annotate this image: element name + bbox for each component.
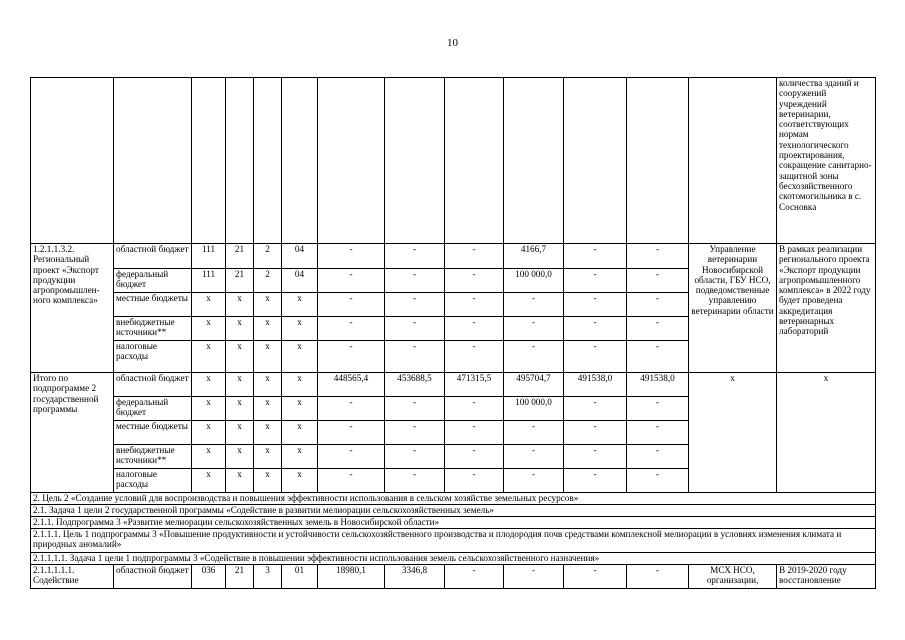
code-cell: 04 [282,269,318,293]
amount-cell: - [564,421,627,445]
code-cell: x [282,421,318,445]
amount-cell: 4166,7 [504,244,564,269]
amount-cell: 3346,8 [385,565,445,589]
expected-result: В 2019-2020 году восстановление [777,565,876,589]
code-cell: x [282,293,318,317]
amount-cell: - [445,244,504,269]
code-cell: x [282,445,318,469]
amount-cell: - [385,397,445,421]
responsible-executor: МСХ НСО, организации, [689,565,777,589]
amount-cell: - [445,293,504,317]
amount-cell: - [627,421,689,445]
funding-source: налоговые расходы [114,341,192,373]
responsible-executor: x [689,373,777,493]
code-cell: 04 [282,244,318,269]
amount-cell: - [385,293,445,317]
code-cell: 01 [282,565,318,589]
code-cell: x [282,317,318,341]
funding-source: внебюджетные источники** [114,445,192,469]
code-cell: x [226,373,254,397]
amount-cell: - [627,469,689,493]
amount-cell: - [564,565,627,589]
amount-cell: - [564,469,627,493]
section-heading: 2.1.1. Подпрограмма 3 «Развитие мелиорации сельскохозяйственных земель в Новосибирской области» [31,517,876,529]
code-cell: x [254,341,282,373]
amount-cell: - [564,269,627,293]
funding-source: внебюджетные источники** [114,317,192,341]
code-cell: x [254,293,282,317]
code-cell: x [226,445,254,469]
section-row [31,505,876,517]
amount-cell: - [385,445,445,469]
expected-result: x [777,373,876,493]
amount-cell: - [627,317,689,341]
amount-cell: - [445,469,504,493]
code-cell: x [226,421,254,445]
amount-cell: 100 000,0 [504,269,564,293]
amount-cell: - [445,269,504,293]
code-cell: x [282,341,318,373]
amount-cell: - [504,469,564,493]
amount-cell: - [318,269,385,293]
amount-cell: 453688,5 [385,373,445,397]
section-row [31,553,876,565]
section-heading: 2.1.1.1. Цель 1 подпрограммы 3 «Повышение продуктивности и устойчивости сельскохозяйственного производства и плодородия почв средствами комплексной мелиорации в условиях изменения климата и природных аномалий» [31,529,876,553]
code-cell: x [282,373,318,397]
table-row [31,565,876,589]
table-row [31,244,876,269]
amount-cell: - [385,244,445,269]
amount-cell: 18980,1 [318,565,385,589]
code-cell: x [254,373,282,397]
amount-cell: 495704,7 [504,373,564,397]
project-name: 1.2.1.1.3.2. Региональный проект «Экспорт продукции агропромышлен-ного комплекса» [31,244,114,373]
amount-cell: - [318,341,385,373]
amount-cell: - [504,421,564,445]
total-name: Итого по подпрограмме 2 государственной программы [31,373,114,493]
code-cell: 21 [226,565,254,589]
page-number: 10 [447,37,458,49]
amount-cell: - [564,341,627,373]
amount-cell: - [564,244,627,269]
code-cell: x [192,373,226,397]
code-cell: x [226,317,254,341]
amount-cell: - [445,317,504,341]
continuation-note: количества зданий и сооружений учреждений ветеринарии, соответствующих нормам технологического проектирования, сокращение санитарно-защитной зоны бесхозяйственного скотомогильника в с. Сосновка [777,78,876,244]
section-heading: 2.1. Задача 1 цели 2 государственной программы «Содействие в развитии мелиорации сельскохозяйственных земель» [31,505,876,517]
amount-cell: - [318,469,385,493]
amount-cell: - [318,397,385,421]
funding-source: областной бюджет [114,373,192,397]
amount-cell: - [627,269,689,293]
amount-cell: - [385,317,445,341]
code-cell: x [192,397,226,421]
code-cell: 21 [226,244,254,269]
code-cell: x [226,397,254,421]
amount-cell: - [445,445,504,469]
amount-cell: - [318,317,385,341]
continuation-row [31,78,876,244]
code-cell: x [254,397,282,421]
funding-source: федеральный бюджет [114,397,192,421]
amount-cell: - [385,421,445,445]
funding-source: местные бюджеты [114,421,192,445]
expected-result: В рамках реализации регионального проекта «Экспорт продукции агропромышленного комплекса» в 2022 году будет проведена аккредитация ветеринарных лабораторий [777,244,876,373]
code-cell: 111 [192,244,226,269]
amount-cell: - [627,397,689,421]
code-cell: x [192,317,226,341]
funding-source: областной бюджет [114,244,192,269]
funding-source: местные бюджеты [114,293,192,317]
code-cell: 2 [254,244,282,269]
amount-cell: - [445,421,504,445]
amount-cell: 471315,5 [445,373,504,397]
amount-cell: 100 000,0 [504,397,564,421]
amount-cell: - [627,293,689,317]
code-cell: x [226,293,254,317]
amount-cell: 491538,0 [564,373,627,397]
amount-cell: - [564,445,627,469]
section-row [31,517,876,529]
amount-cell: - [564,317,627,341]
section-heading: 2.1.1.1.1. Задача 1 цели 1 подпрограммы 3 «Содействие в повышении эффективности использования земель сельскохозяйственного назначения» [31,553,876,565]
code-cell: 111 [192,269,226,293]
code-cell: x [254,317,282,341]
code-cell: 3 [254,565,282,589]
code-cell: x [254,469,282,493]
section-row [31,493,876,505]
code-cell: x [282,397,318,421]
amount-cell: - [627,445,689,469]
amount-cell: - [627,565,689,589]
funding-source: налоговые расходы [114,469,192,493]
amount-cell: - [504,565,564,589]
amount-cell: - [564,397,627,421]
code-cell: x [192,341,226,373]
measure-name: 2.1.1.1.1.1. Содействие [31,565,114,589]
amount-cell: - [318,293,385,317]
amount-cell: - [504,445,564,469]
amount-cell: - [504,341,564,373]
amount-cell: - [627,244,689,269]
code-cell: x [226,341,254,373]
amount-cell: - [318,244,385,269]
funding-source: областной бюджет [114,565,192,589]
code-cell: x [192,293,226,317]
section-heading: 2. Цель 2 «Создание условий для воспроизводства и повышения эффективности использования в сельском хозяйстве земельных ресурсов» [31,493,876,505]
code-cell: 21 [226,269,254,293]
code-cell: x [254,445,282,469]
code-cell: x [226,469,254,493]
amount-cell: - [564,293,627,317]
amount-cell: 491538,0 [627,373,689,397]
code-cell: 2 [254,269,282,293]
amount-cell: 448565,4 [318,373,385,397]
amount-cell: - [385,341,445,373]
amount-cell: - [504,293,564,317]
amount-cell: - [445,341,504,373]
code-cell: x [192,421,226,445]
amount-cell: - [504,317,564,341]
amount-cell: - [445,565,504,589]
amount-cell: - [627,341,689,373]
amount-cell: - [445,397,504,421]
program-table [30,77,876,589]
responsible-executor: Управление ветеринарии Новосибирской области, ГБУ НСО, подведомственные управлению ветеринарии области [689,244,777,373]
code-cell: x [254,421,282,445]
section-row [31,529,876,553]
table-row [31,373,876,397]
amount-cell: - [318,421,385,445]
code-cell: x [282,469,318,493]
code-cell: 036 [192,565,226,589]
amount-cell: - [318,445,385,469]
code-cell: x [192,445,226,469]
funding-source: федеральный бюджет [114,269,192,293]
code-cell: x [192,469,226,493]
amount-cell: - [385,269,445,293]
amount-cell: - [385,469,445,493]
